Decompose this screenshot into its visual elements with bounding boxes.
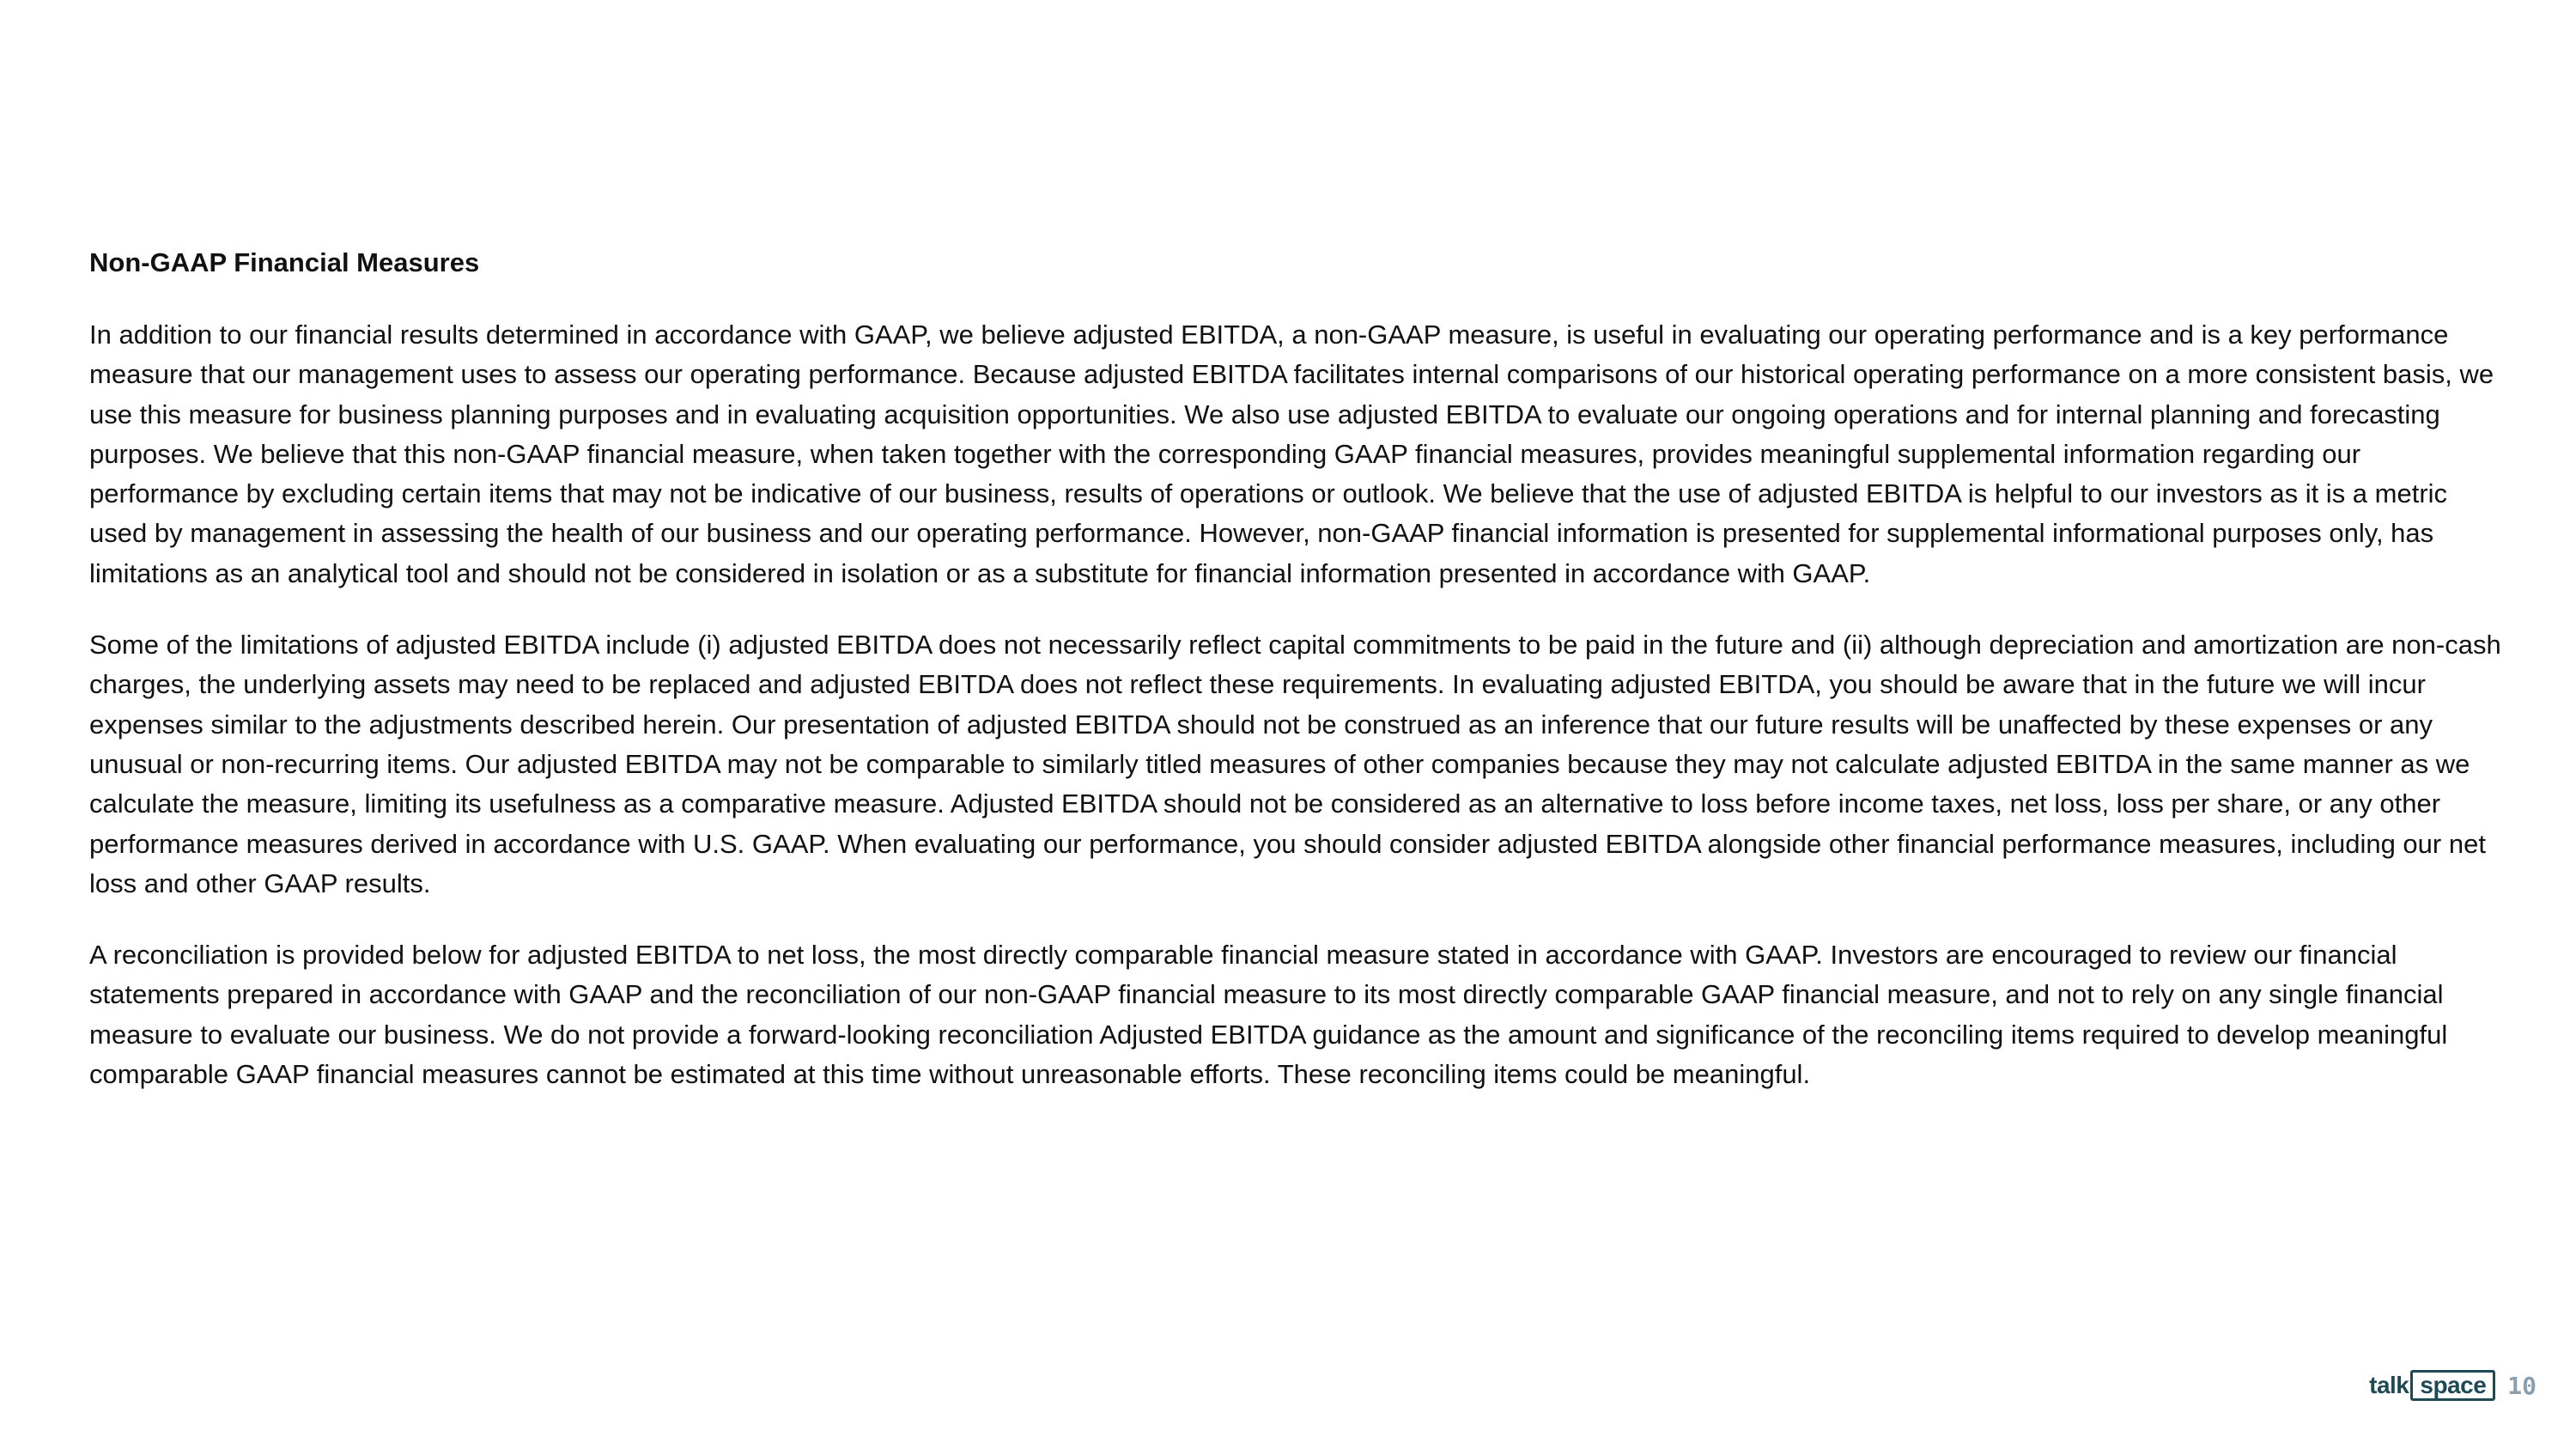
- page-footer: [2369, 1370, 2537, 1401]
- paragraph-adjusted-ebitda-usefulness: In addition to our financial results determined in accordance with GAAP, we believe adjusted EBITDA, a non-GAAP measure, is useful in evaluating our operating performance and is a key performance measure that our management uses to assess our operating performance. Because adjusted EBITDA facilitates internal comparisons of our historical operating performance on a more consistent basis, we use this measure for business planning purposes and in evaluating acquisition opportunities. We also use adjusted EBITDA to evaluate our ongoing operations and for internal planning and forecasting purposes. We believe that this non-GAAP financial measure, when taken together with the corresponding GAAP financial measures, provides meaningful supplemental information regarding our performance by excluding certain items that may not be indicative of our business, results of operations or outlook. We believe that the use of adjusted EBITDA is helpful to our investors as it is a metric used by management in assessing the health of our business and our operating performance. However, non-GAAP financial information is presented for supplemental informational purposes only, has limitations as an analytical tool and should not be considered in isolation or as a substitute for financial information presented in accordance with GAAP.: [89, 320, 2494, 588]
- paragraph-adjusted-ebitda-limitations: Some of the limitations of adjusted EBITDA include (i) adjusted EBITDA does not necessarily reflect capital commitments to be paid in the future and (ii) although depreciation and amortization are non-cash charges, the underlying assets may need to be replaced and adjusted EBITDA does not reflect these requirements. In evaluating adjusted EBITDA, you should be aware that in the future we will incur expenses similar to the adjustments described herein. Our presentation of adjusted EBITDA should not be construed as an inference that our future results will be unaffected by these expenses or any unusual or non-recurring items. Our adjusted EBITDA may not be comparable to similarly titled measures of other companies because they may not calculate adjusted EBITDA in the same manner as we calculate the measure, limiting its usefulness as a comparative measure. Adjusted EBITDA should not be considered as an alternative to loss before income taxes, net loss, loss per share, or any other performance measures derived in accordance with U.S. GAAP. When evaluating our performance, you should consider adjusted EBITDA alongside other financial performance measures, including our net loss and other GAAP results.: [89, 630, 2501, 898]
- logo-text-space: space: [2410, 1370, 2495, 1401]
- logo-text-talk: talk: [2369, 1372, 2409, 1398]
- paragraph-reconciliation: A reconciliation is provided below for adjusted EBITDA to net loss, the most directly comparable financial measure stated in accordance with GAAP. Investors are encouraged to review our financial statements prepared in accordance with GAAP and the reconciliation of our non-GAAP financial measure to its most directly comparable GAAP financial measure, and not to rely on any single financial measure to evaluate our business. We do not provide a forward-looking reconciliation Adjusted EBITDA guidance as the amount and significance of the reconciling items required to develop meaningful comparable GAAP financial measures cannot be estimated at this time without unreasonable efforts. These reconciling items could be meaningful.: [89, 940, 2448, 1090]
- talkspace-logo: [2369, 1370, 2495, 1401]
- page-number: 10: [2507, 1371, 2537, 1400]
- section-heading: Non-GAAP Financial Measures: [89, 247, 480, 277]
- document-body: [89, 243, 2511, 1126]
